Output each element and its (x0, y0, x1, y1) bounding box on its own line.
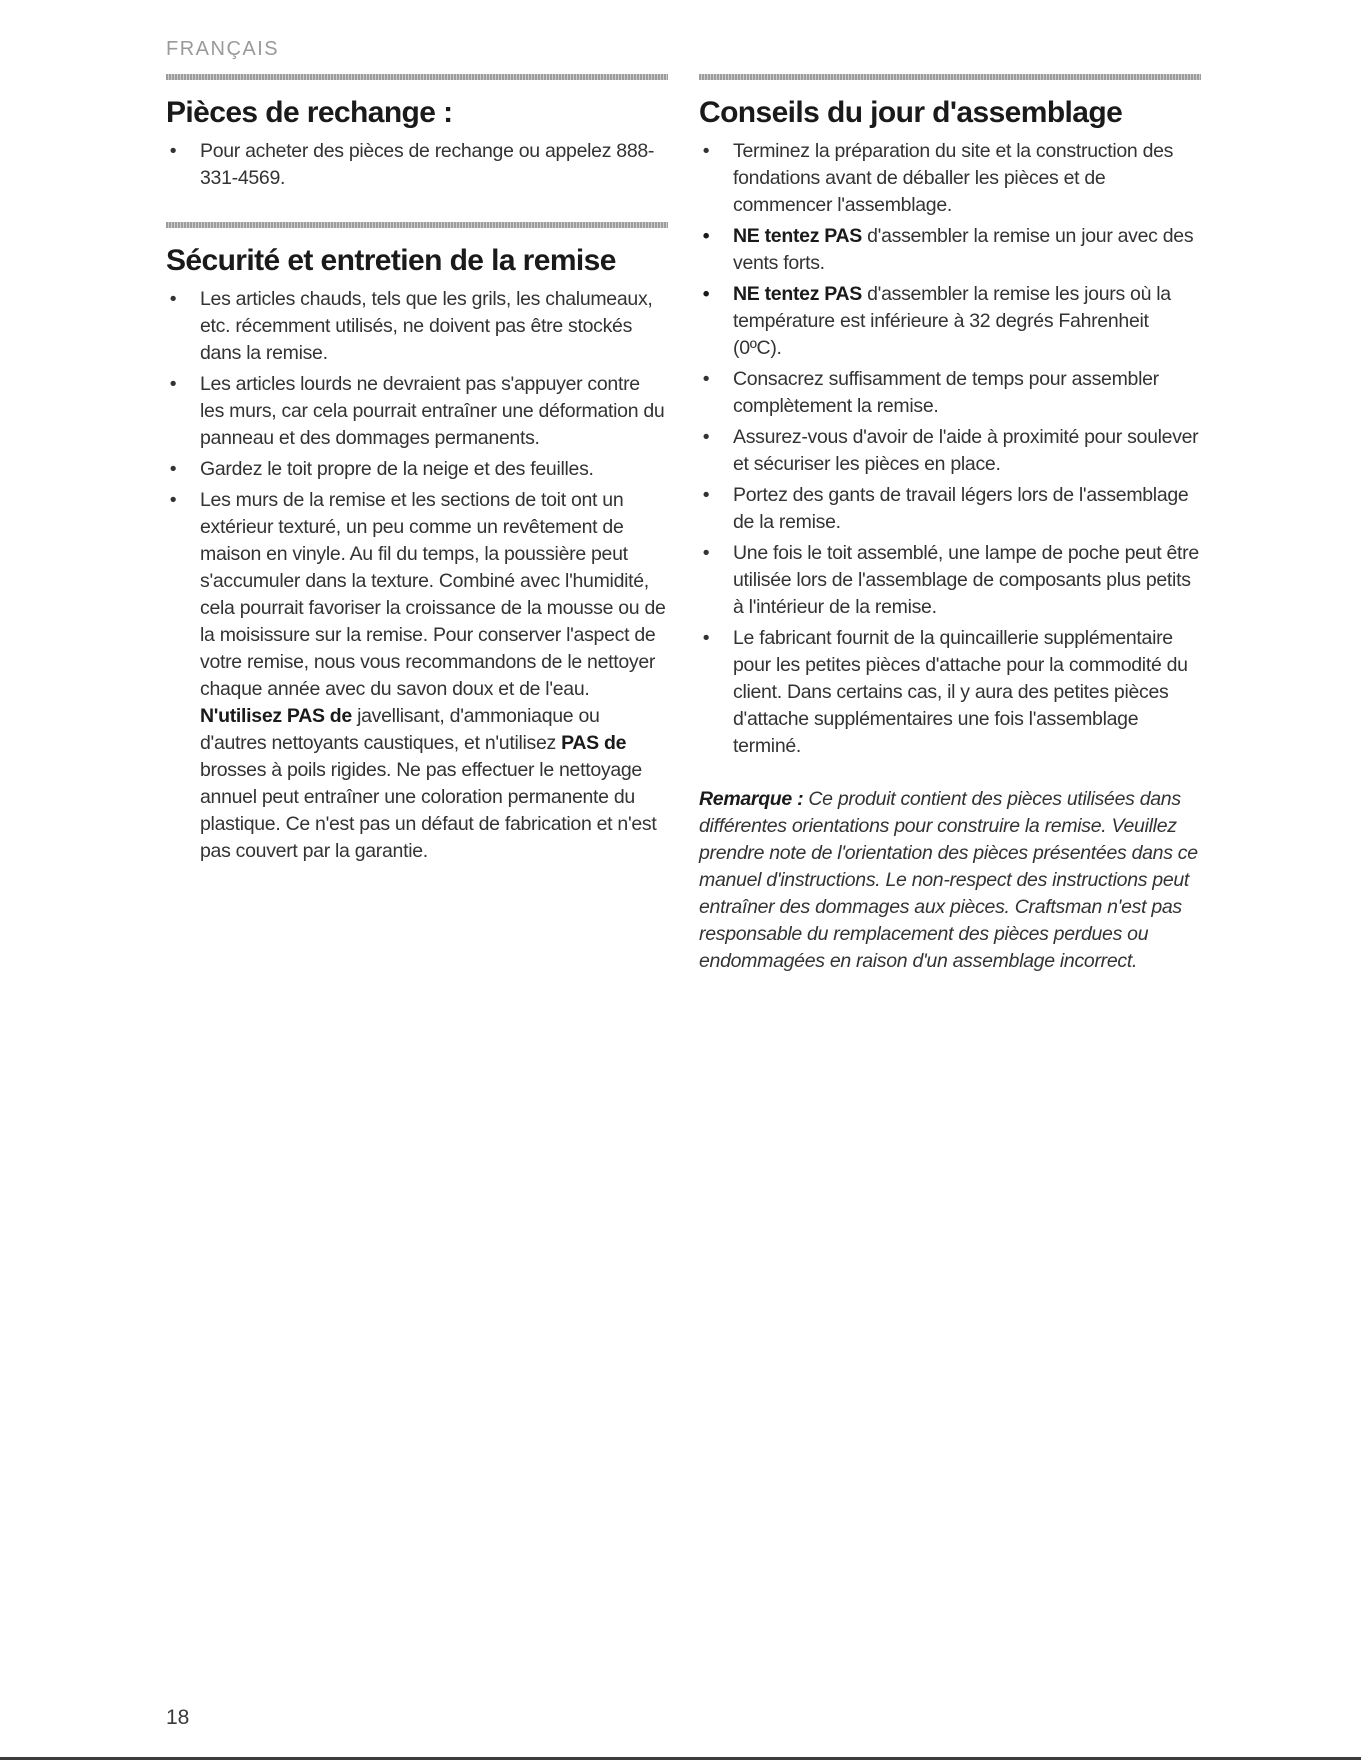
list-item-text: d'assembler la remise les jours où la température est inférieure à 32 degrés Fahrenheit (0ºC). (733, 283, 1171, 359)
bullet-icon: • (702, 368, 710, 390)
right-column (699, 74, 1201, 995)
list-item-text: brosses à poils rigides. Ne pas effectuer le nettoyage annuel peut entraîner une coloration permanente du plastique. Ce n'est pas un défaut de fabrication et n'est pas couvert par la garantie. (200, 759, 657, 862)
replacement-parts-heading: Pièces de rechange : (166, 96, 453, 129)
list-item (699, 281, 1201, 362)
list-item-text: Assurez-vous d'avoir de l'aide à proximité pour soulever et sécuriser les pièces en place. (733, 426, 1199, 475)
remark-label: Remarque : (699, 788, 804, 810)
bullet-icon: • (702, 627, 710, 649)
bullet-icon: • (702, 542, 710, 564)
list-item-text: d'assembler la remise un jour avec des vents forts. (733, 225, 1194, 274)
list-item-text: Consacrez suffisamment de temps pour assembler complètement la remise. (733, 368, 1159, 417)
list-item-text: javellisant, d'ammoniaque ou d'autres nettoyants caustiques, et n'utilisez (200, 705, 600, 754)
list-item-text: Les articles lourds ne devraient pas s'appuyer contre les murs, car cela pourrait entraîner une déformation du panneau et des dommages permanents. (200, 373, 665, 449)
bullet-icon: • (169, 288, 177, 310)
list-item (699, 223, 1201, 277)
list-item (166, 286, 668, 367)
warning-emphasis: NE tentez PAS (733, 283, 863, 305)
shed-safety-list (166, 286, 668, 865)
assembly-tips-heading: Conseils du jour d'assemblage (699, 96, 1123, 129)
bullet-icon: • (702, 140, 710, 162)
bullet-icon: • (169, 140, 177, 162)
page-number: 18 (166, 1706, 190, 1729)
bullet-icon: • (169, 489, 177, 511)
list-item (699, 366, 1201, 420)
list-item-text: Portez des gants de travail légers lors de l'assemblage de la remise. (733, 484, 1189, 533)
list-item (166, 371, 668, 452)
bullet-icon: • (169, 458, 177, 480)
bullet-icon: • (702, 225, 710, 247)
list-item-text: Le fabricant fournit de la quincaillerie supplémentaire pour les petites pièces d'attache pour la commodité du client. Dans certains cas, il y aura des petites pièces d'attache supplémentaires une fois l'assemblage terminé. (733, 627, 1188, 757)
section-divider (166, 74, 668, 80)
warning-emphasis: N'utilisez PAS de (200, 705, 352, 727)
page-bottom-border (0, 1757, 1361, 1760)
list-item (166, 138, 668, 192)
list-item (699, 625, 1201, 760)
warning-emphasis: PAS de (561, 732, 627, 754)
list-item-text: Terminez la préparation du site et la construction des fondations avant de déballer les pièces et de commencer l'assemblage. (733, 140, 1174, 216)
left-column (166, 74, 668, 869)
remark-text: Ce produit contient des pièces utilisées dans différentes orientations pour construire la remise. Veuillez prendre note de l'orientation des pièces présentées dans ce manuel d'instructions. Le non-respect des instructions peut entraîner des dommages aux pièces. Craftsman n'est pas responsable du remplacement des pièces perdues ou endommagées en raison d'un assemblage incorrect. (699, 788, 1198, 972)
language-header: FRANÇAIS (166, 38, 280, 60)
replacement-parts-list (166, 138, 668, 192)
warning-emphasis: NE tentez PAS (733, 225, 863, 247)
section-divider (166, 222, 668, 228)
list-item (699, 138, 1201, 219)
list-item-text: Une fois le toit assemblé, une lampe de poche peut être utilisée lors de l'assemblage de composants plus petits à l'intérieur de la remise. (733, 542, 1199, 618)
list-item (699, 482, 1201, 536)
list-item (166, 487, 668, 865)
shed-safety-heading: Sécurité et entretien de la remise (166, 244, 616, 277)
list-item-text: Les murs de la remise et les sections de toit ont un extérieur texturé, un peu comme un revêtement de maison en vinyle. Au fil du temps, la poussière peut s'accumuler dans la texture. Combiné avec l'humidité, cela pourrait favoriser la croissance de la mousse ou de la moisissure sur la remise. Pour conserver l'aspect de votre remise, nous vous recommandons de le nettoyer chaque année avec du savon doux et de l'eau. (200, 489, 666, 700)
list-item (699, 540, 1201, 621)
bullet-icon: • (702, 426, 710, 448)
list-item-text: Gardez le toit propre de la neige et des feuilles. (200, 458, 594, 480)
bullet-icon: • (702, 283, 710, 305)
remark-note (699, 786, 1201, 975)
list-item-text: Pour acheter des pièces de rechange ou appelez 888-331-4569. (200, 140, 655, 189)
bullet-icon: • (169, 373, 177, 395)
section-divider (699, 74, 1201, 80)
list-item-text: Les articles chauds, tels que les grils, les chalumeaux, etc. récemment utilisés, ne doivent pas être stockés dans la remise. (200, 288, 653, 364)
assembly-tips-list (699, 138, 1201, 760)
bullet-icon: • (702, 484, 710, 506)
list-item (166, 456, 668, 483)
list-item (699, 424, 1201, 478)
